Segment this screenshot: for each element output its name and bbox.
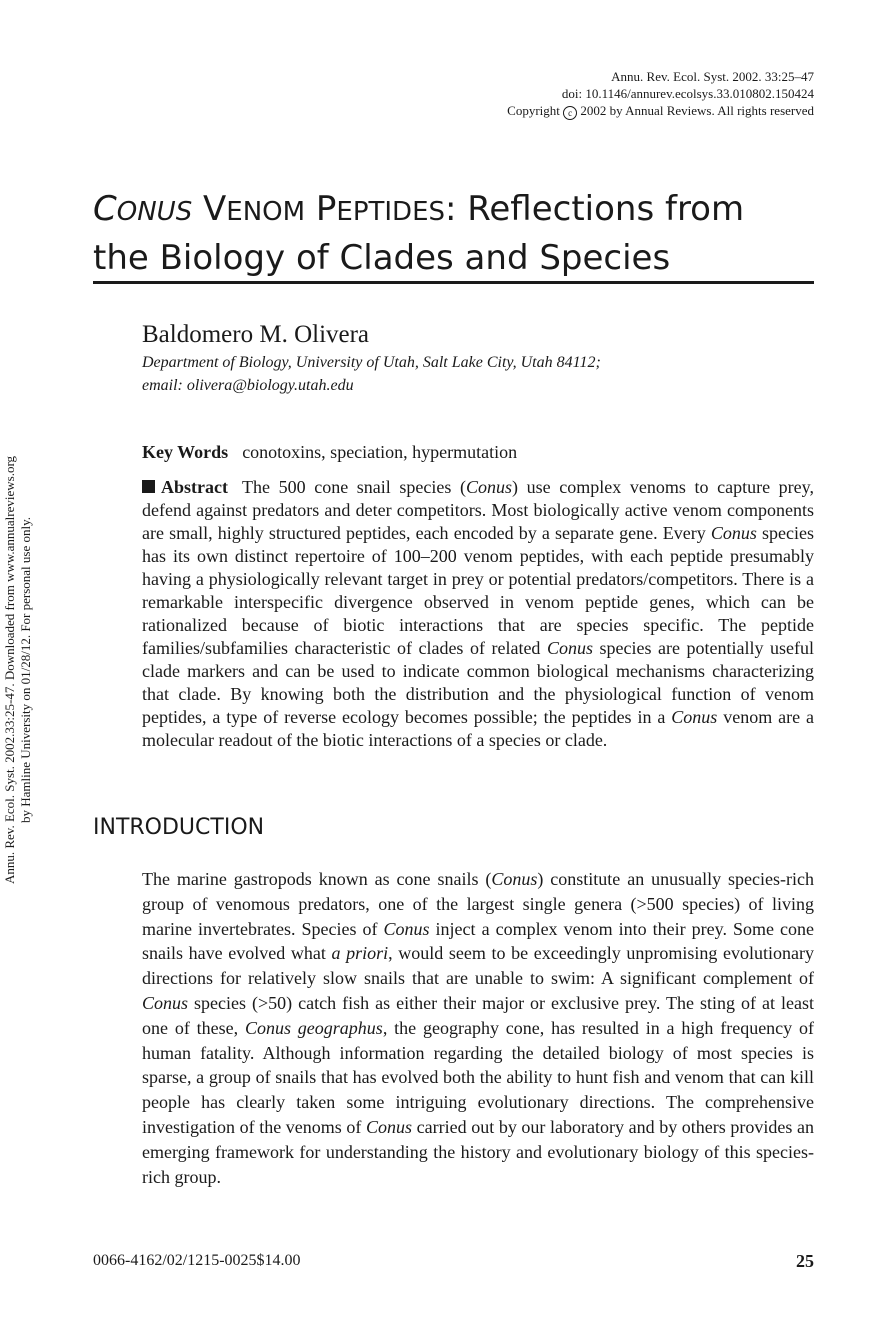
section-heading: INTRODUCTION — [93, 815, 265, 840]
abstract-italic: Conus — [466, 477, 513, 497]
title-line-2: the Biology of Clades and Species — [93, 238, 671, 278]
title-rule — [93, 281, 814, 284]
title-word-1-rest: ONUS — [116, 197, 193, 227]
title-word-2-rest: ENOM — [226, 197, 306, 227]
intro-italic: a priori — [331, 943, 389, 964]
abstract-italic: Conus — [546, 638, 593, 658]
title-line-1-rest: Reflections from — [467, 189, 745, 229]
intro-text: ) constitute an unusually species-rich group of venomous predators, one of the largest single genera (>500 species) of living marine invertebrates. Species of — [142, 869, 814, 939]
affiliation-line: Department of Biology, University of Utah, Salt Lake City, Utah 84112; — [142, 354, 601, 371]
keywords-text: conotoxins, speciation, hypermutation — [242, 442, 518, 462]
abstract-text: ) use complex venoms to capture prey, defend against predators and deter competitors. Most biologically active venom components are small, highly structured peptides, each encoded by a separate gene. Every — [142, 477, 814, 543]
author-affiliation — [142, 351, 601, 397]
intro-text: species (>50) catch fish as either their major or exclusive prey. The sting of at least one of these, — [142, 992, 814, 1038]
citation-line: Annu. Rev. Ecol. Syst. 2002. 33:25–47 — [611, 69, 814, 84]
abstract-italic: Conus — [671, 707, 718, 727]
side-note-line-2: by Hamline University on 01/28/12. For personal use only. — [18, 516, 33, 824]
keywords — [142, 440, 517, 464]
abstract-text: The 500 cone snail species ( — [241, 477, 467, 497]
intro-italic: Conus — [383, 918, 430, 939]
doi-line: doi: 10.1146/annurev.ecolsys.33.010802.150424 — [561, 86, 814, 101]
title-word-1-cap: C — [93, 189, 117, 229]
page-number: 25 — [796, 1251, 814, 1271]
side-note-line-1: Annu. Rev. Ecol. Syst. 2002.33:25-47. Downloaded from www.annualreviews.org — [2, 455, 17, 885]
download-side-note — [2, 380, 34, 960]
author-name: Baldomero M. Olivera — [142, 321, 370, 348]
abstract-text: species has its own distinct repertoire of 100–200 venom peptides, with each peptide presumably having a physiologically relevant target in prey or potential predators/competitors. There is a remarkable interspecific divergence observed in venom peptide genes, which can be rationalized because of biotic interactions that are species specific. The peptide families/subfamilies characteristic of clades of related — [142, 523, 814, 658]
copyright-suffix: 2002 by Annual Reviews. All rights reserved — [580, 103, 814, 118]
intro-italic: Conus — [142, 992, 189, 1013]
intro-text: , the geography cone, has resulted in a high frequency of human fatality. Although information regarding the detailed biology of most species is sparse, a group of snails that has evolved both the ability to hunt fish and venom that can kill people has clearly taken some intriguing evolutionary directions. The comprehensive investigation of the venoms of — [142, 1017, 814, 1137]
title-word-2-cap: V — [203, 189, 227, 229]
footer-code: 0066-4162/02/1215-0025$14.00 — [93, 1252, 301, 1269]
copyright-line — [507, 102, 814, 120]
intro-text: inject a complex venom into their prey. Some cone snails have evolved what — [142, 918, 814, 964]
title-colon: : — [445, 189, 457, 229]
intro-text: , would seem to be exceedingly unpromising evolutionary directions for relatively slow snails that are unable to swim: A significant complement of — [142, 943, 815, 989]
intro-italic: Conus — [366, 1116, 413, 1137]
email-line: email: olivera@biology.utah.edu — [142, 377, 354, 394]
abstract-italic: Conus — [710, 523, 757, 543]
keywords-label: Key Words — [142, 442, 229, 462]
copyright-prefix: Copyright — [507, 103, 560, 118]
journal-header — [507, 68, 814, 120]
intro-italic: Conus — [491, 869, 538, 889]
black-square-icon — [142, 480, 155, 493]
article-title — [93, 186, 814, 281]
intro-text: The marine gastropods known as cone snails ( — [142, 869, 492, 889]
intro-italic: Conus geographus — [244, 1017, 383, 1038]
abstract — [142, 476, 814, 752]
introduction-paragraph — [142, 867, 814, 1189]
title-word-3-cap: P — [315, 189, 337, 229]
abstract-label: Abstract — [161, 477, 228, 497]
abstract-text: species are potentially useful clade markers and can be used to indicate common biological mechanisms characterizing that clade. By knowing both the distribution and the physiological function of venom peptides, a type of reverse ecology becomes possible; the peptides in a — [142, 638, 814, 727]
abstract-text: venom are a molecular readout of the biotic interactions of a species or clade. — [142, 707, 815, 750]
copyright-icon: c — [563, 106, 577, 120]
title-word-3-rest: EPTIDES — [336, 197, 445, 227]
intro-text: carried out by our laboratory and by others provides an emerging framework for understanding the history and evolutionary biology of this species-rich group. — [142, 1116, 814, 1187]
